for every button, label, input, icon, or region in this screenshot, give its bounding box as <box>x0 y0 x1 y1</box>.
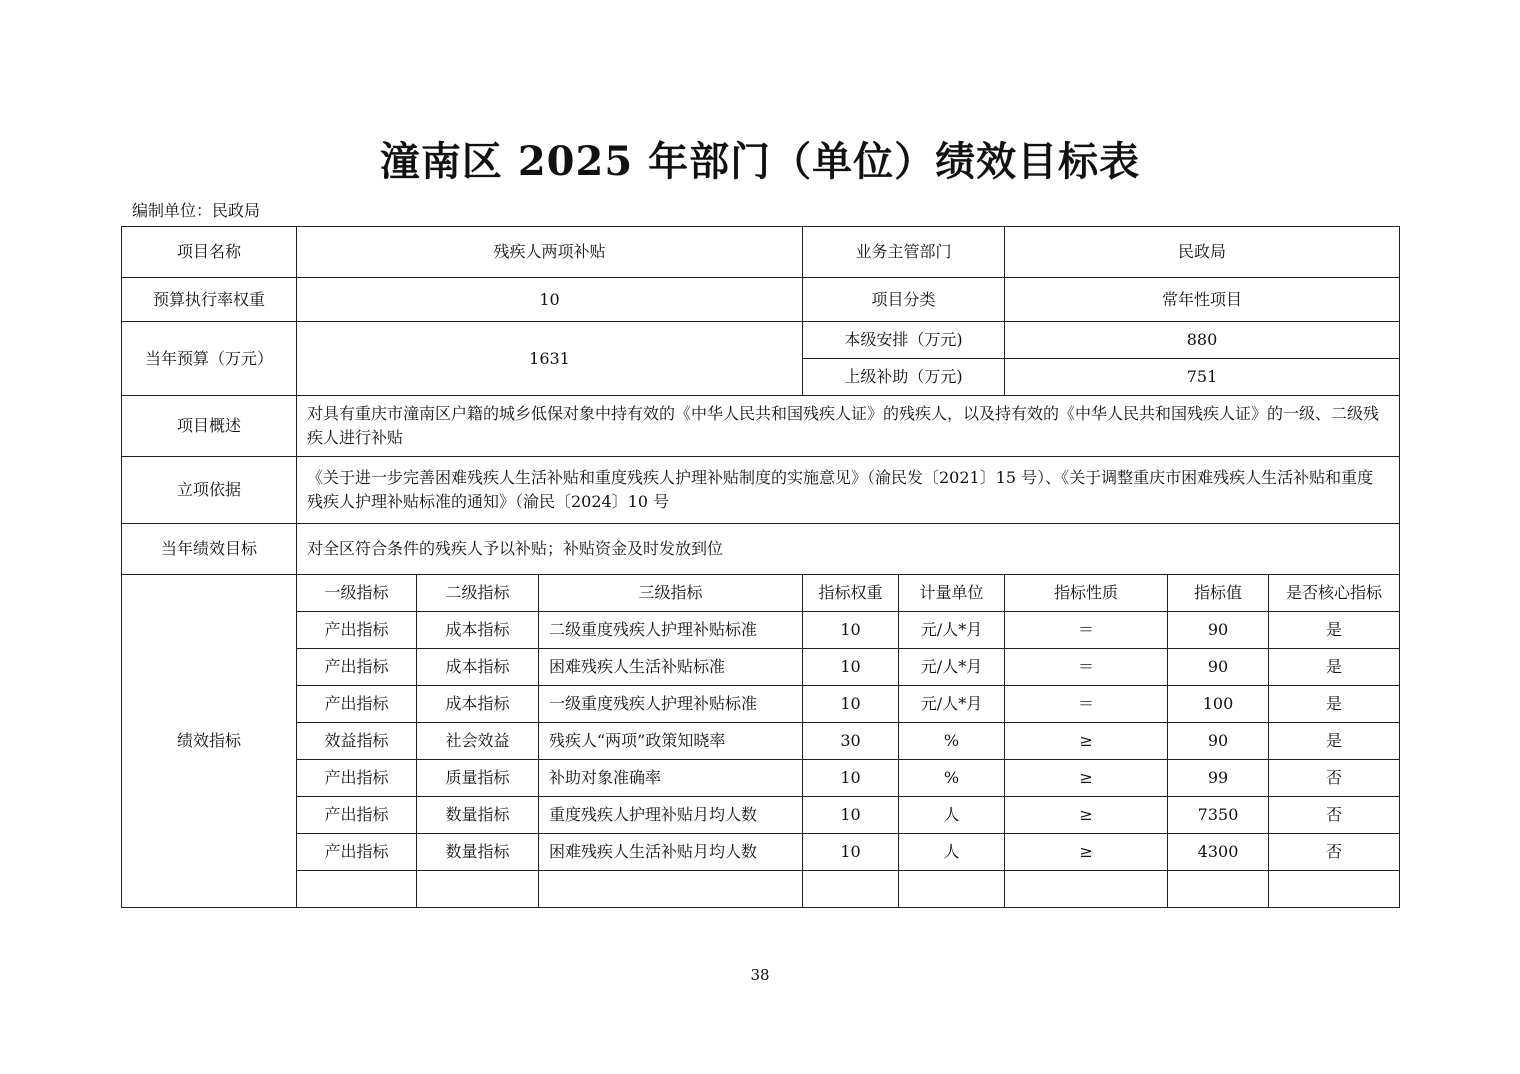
nature-cell: ≥ <box>1005 797 1168 834</box>
value-cell: 100 <box>1168 686 1269 723</box>
goal-value: 对全区符合条件的残疾人予以补贴；补贴资金及时发放到位 <box>297 524 1400 575</box>
org-unit <box>132 198 260 221</box>
table-row <box>122 834 1400 871</box>
dept-label: 业务主管部门 <box>803 227 1005 278</box>
core-cell: 否 <box>1269 760 1400 797</box>
col-header: 指标性质 <box>1005 575 1168 612</box>
row-goal <box>122 524 1400 575</box>
weight-cell: 10 <box>803 760 899 797</box>
value-cell: 90 <box>1168 612 1269 649</box>
nature-cell: ＝ <box>1005 649 1168 686</box>
level3-cell: 补助对象准确率 <box>539 760 803 797</box>
unit-cell: % <box>899 760 1005 797</box>
weight-cell: 10 <box>803 612 899 649</box>
value-cell: 7350 <box>1168 797 1269 834</box>
level2-cell: 数量指标 <box>417 797 539 834</box>
basis-value: 《关于进一步完善困难残疾人生活补贴和重度残疾人护理补贴制度的实施意见》（渝民发〔2021〕15 号）、《关于调整重庆市困难残疾人生活补贴和重度残疾人护理补贴标准的通知》（渝民〔2024〕10 号 <box>297 457 1400 524</box>
weight-cell: 30 <box>803 723 899 760</box>
unit-cell: 元/人*月 <box>899 686 1005 723</box>
budget-weight-value: 10 <box>297 278 803 322</box>
page-number: 38 <box>750 966 770 984</box>
weight-cell: 10 <box>803 834 899 871</box>
level3-cell: 重度残疾人护理补贴月均人数 <box>539 797 803 834</box>
category-label: 项目分类 <box>803 278 1005 322</box>
col-header: 一级指标 <box>297 575 417 612</box>
row-overview <box>122 396 1400 457</box>
nature-cell: ≥ <box>1005 834 1168 871</box>
value-cell: 99 <box>1168 760 1269 797</box>
level1-cell: 产出指标 <box>297 760 417 797</box>
table-row <box>122 686 1400 723</box>
unit-cell: 人 <box>899 797 1005 834</box>
unit-cell: 元/人*月 <box>899 612 1005 649</box>
core-cell: 是 <box>1269 686 1400 723</box>
table-row <box>122 760 1400 797</box>
level2-cell: 成本指标 <box>417 686 539 723</box>
col-header: 指标权重 <box>803 575 899 612</box>
unit-cell: 人 <box>899 834 1005 871</box>
level3-cell: 困难残疾人生活补贴标准 <box>539 649 803 686</box>
table-row-empty <box>122 871 1400 908</box>
col-header: 二级指标 <box>417 575 539 612</box>
level3-cell: 残疾人“两项”政策知晓率 <box>539 723 803 760</box>
level1-cell: 产出指标 <box>297 649 417 686</box>
level1-cell <box>297 871 417 908</box>
category-value: 常年性项目 <box>1005 278 1400 322</box>
unit-cell: 元/人*月 <box>899 649 1005 686</box>
col-header: 三级指标 <box>539 575 803 612</box>
indicators-label: 绩效指标 <box>122 575 297 908</box>
level3-cell: 二级重度残疾人护理补贴标准 <box>539 612 803 649</box>
level1-cell: 效益指标 <box>297 723 417 760</box>
core-cell: 否 <box>1269 797 1400 834</box>
level1-cell: 产出指标 <box>297 612 417 649</box>
basis-label: 立项依据 <box>122 457 297 524</box>
nature-cell: ≥ <box>1005 723 1168 760</box>
overview-value: 对具有重庆市潼南区户籍的城乡低保对象中持有效的《中华人民共和国残疾人证》的残疾人，以及持有效的《中华人民共和国残疾人证》的一级、二级残疾人进行补贴 <box>297 396 1400 457</box>
level3-cell <box>539 871 803 908</box>
row-basis <box>122 457 1400 524</box>
table-row <box>122 612 1400 649</box>
upper-label: 上级补助（万元) <box>803 359 1005 396</box>
nature-cell: ≥ <box>1005 760 1168 797</box>
row-budget-weight <box>122 278 1400 322</box>
goal-label: 当年绩效目标 <box>122 524 297 575</box>
col-header: 指标值 <box>1168 575 1269 612</box>
nature-cell <box>1005 871 1168 908</box>
level3-cell: 一级重度残疾人护理补贴标准 <box>539 686 803 723</box>
level2-cell: 数量指标 <box>417 834 539 871</box>
page-title: 潼南区 2025 年部门（单位）绩效目标表 <box>379 138 1141 185</box>
budget-value: 1631 <box>297 322 803 396</box>
level1-cell: 产出指标 <box>297 686 417 723</box>
row-project-name <box>122 227 1400 278</box>
budget-weight-label: 预算执行率权重 <box>122 278 297 322</box>
level2-cell: 质量指标 <box>417 760 539 797</box>
nature-cell: ＝ <box>1005 686 1168 723</box>
unit-cell <box>899 871 1005 908</box>
core-cell: 否 <box>1269 834 1400 871</box>
weight-cell: 10 <box>803 686 899 723</box>
dept-value: 民政局 <box>1005 227 1400 278</box>
value-cell: 90 <box>1168 649 1269 686</box>
project-name-value: 残疾人两项补贴 <box>297 227 803 278</box>
core-cell: 是 <box>1269 649 1400 686</box>
indicator-header-row <box>122 575 1400 612</box>
level2-cell: 社会效益 <box>417 723 539 760</box>
unit-cell: % <box>899 723 1005 760</box>
level2-cell: 成本指标 <box>417 649 539 686</box>
upper-value: 751 <box>1005 359 1400 396</box>
level1-cell: 产出指标 <box>297 797 417 834</box>
local-label: 本级安排（万元) <box>803 322 1005 359</box>
table-row <box>122 723 1400 760</box>
core-cell <box>1269 871 1400 908</box>
core-cell: 是 <box>1269 612 1400 649</box>
overview-label: 项目概述 <box>122 396 297 457</box>
budget-label: 当年预算（万元） <box>122 322 297 396</box>
col-header: 是否核心指标 <box>1269 575 1400 612</box>
level2-cell: 成本指标 <box>417 612 539 649</box>
value-cell <box>1168 871 1269 908</box>
weight-cell: 10 <box>803 649 899 686</box>
level1-cell: 产出指标 <box>297 834 417 871</box>
org-label: 编制单位： <box>132 201 213 220</box>
local-value: 880 <box>1005 322 1400 359</box>
performance-table <box>121 226 1400 908</box>
value-cell: 90 <box>1168 723 1269 760</box>
org-value: 民政局 <box>212 201 261 220</box>
row-budget-local <box>122 322 1400 359</box>
nature-cell: ＝ <box>1005 612 1168 649</box>
weight-cell <box>803 871 899 908</box>
col-header: 计量单位 <box>899 575 1005 612</box>
level2-cell <box>417 871 539 908</box>
level3-cell: 困难残疾人生活补贴月均人数 <box>539 834 803 871</box>
core-cell: 是 <box>1269 723 1400 760</box>
table-row <box>122 649 1400 686</box>
table-row <box>122 797 1400 834</box>
project-name-label: 项目名称 <box>122 227 297 278</box>
value-cell: 4300 <box>1168 834 1269 871</box>
weight-cell: 10 <box>803 797 899 834</box>
